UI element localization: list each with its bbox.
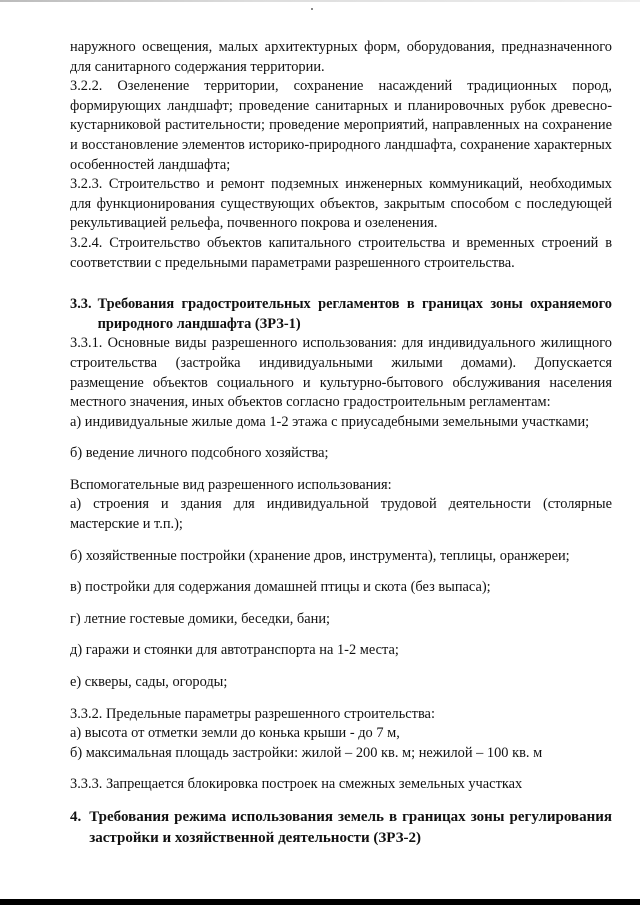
item-3-3-2-a: а) высота от отметки земли до конька крыши - до 7 м, (70, 725, 400, 742)
aux-use-a: а) строения и здания для индивидуальной трудовой деятельности (столярные мастерские и т.п.); (70, 496, 612, 533)
scan-top-edge (0, 0, 640, 2)
section-4-heading (70, 807, 612, 849)
section-4-number: 4. (70, 809, 82, 825)
section-3-3-heading (70, 295, 612, 334)
aux-use-f: е) скверы, сады, огороды; (70, 674, 228, 691)
paragraph-3-3-1: 3.3.1. Основные виды разрешенного использования: для индивидуального жилищного строительства (застройка индивидуальными жилыми домами). Допускается размещение объектов социального и культурно-бытового обслуживания населения местного значения, иных объектов согласно градостроительным регламентам: (70, 335, 612, 411)
item-3-3-1-a: а) индивидуальные жилые дома 1-2 этажа с приусадебными земельными участками; (70, 413, 590, 430)
item-3-3-1-b: б) ведение личного подсобного хозяйства; (70, 445, 329, 462)
paragraph-lighting: наружного освещения, малых архитектурных форм, оборудования, предназначенного для санитарного содержания территории. (70, 39, 612, 75)
item-3-3-2-b: б) максимальная площадь застройки: жилой – 200 кв. м; нежилой – 100 кв. м (70, 744, 543, 761)
paragraph-3-3-3: 3.3.3. Запрещается блокировка построек на смежных земельных участках (70, 776, 523, 793)
paragraph-3-2-4: 3.2.4. Строительство объектов капитального строительства и временных строений в соответствии с предельными параметрами разрешенного строительства. (70, 234, 612, 271)
paragraph-3-2-3: 3.2.3. Строительство и ремонт подземных инженерных коммуникаций, необходимых для функционирования существующих объектов, закрытым способом с последующей рекультивацией рельефа, почвенного покрова и озеленения. (70, 176, 612, 232)
paragraph-3-3-2: 3.3.2. Предельные параметры разрешенного строительства: (70, 705, 435, 722)
section-3-3-number: 3.3. (70, 296, 92, 313)
aux-use-b: б) хозяйственные постройки (хранение дров, инструмента), теплицы, оранжереи; (70, 547, 570, 564)
scan-speck (311, 8, 313, 10)
aux-use-title: Вспомогательные вид разрешенного использования: (70, 476, 392, 493)
scan-bottom-edge (0, 899, 640, 905)
section-4-title: Требования режима использования земель в границах зоны регулирования застройки и хозяйственной деятельности (ЗРЗ-2) (89, 809, 612, 846)
aux-use-d: г) летние гостевые домики, беседки, бани; (70, 610, 331, 627)
paragraph-3-2-2: 3.2.2. Озеленение территории, сохранение насаждений традиционных пород, формирующих ландшафт; проведение санитарных и планировочных рубок древесно-кустарниковой растительности; проведение мероприятий, направленных на сохранение и восстановление элементов историко-природного ландшафта, сохранение характерных особенностей ландшафта; (70, 78, 612, 173)
aux-use-e: д) гаражи и стоянки для автотранспорта на 1-2 места; (70, 642, 399, 659)
section-3-3-title: Требования градостроительных регламентов в границах зоны охраняемого природного ландшафта (ЗРЗ-1) (97, 296, 612, 332)
aux-use-c: в) постройки для содержания домашней птицы и скота (без выпаса); (70, 579, 491, 596)
document-page (70, 38, 612, 849)
